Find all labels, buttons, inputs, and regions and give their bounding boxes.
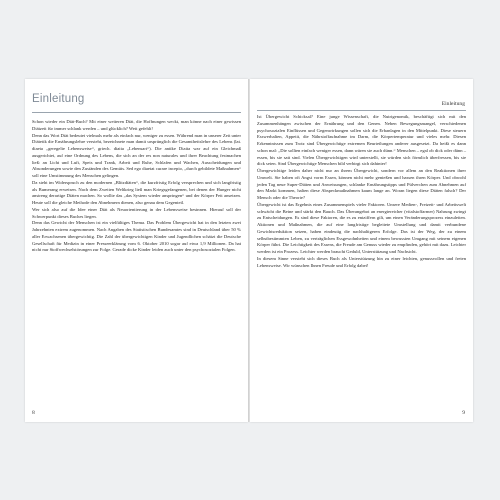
- left-body-text: [32, 119, 241, 254]
- left-page: [25, 79, 248, 422]
- paragraph: Ist Übergewicht Schicksal? Eine junge Wissenschaft, die Nutrigenomik, beschäftigt sich mit den Zusammenhängen zwischen der Ernährung und den Genen. Neben Bewegungsmangel, verschiedenen psychosozialen Einflüssen und Gegenwirkungen sollen sich die Erbanlagen in den Mittelpunkt. Diese steuern Esswerhalten, Appetit, die Nährstoffaufnahme im Darm, die Körpertemperatur und vieles mehr. Diesen Erkenntnissen zum Trotz sind Übergewichtige extremen Beurteilungen anderer ausgesetzt. Da heißt es dann schon mal: „Die sollten einfach weniger essen, dann wären sie auch dünn.“ Menschen – egal ob dick oder dünn – essen, bis sie satt sind. Vielen Übergewichtigen wird unterstellt, sie würden sich förmlich überfressen, bis sie dick seien. Sind Übergewichtige Menschen bild verbirgt sich dahinter!: [257, 114, 466, 167]
- right-page: [250, 79, 473, 422]
- paragraph: In diesem Sinne versteht sich dieses Buch als Unterstützung hin zu einer leichten, genussvollen und freien Lebensweise. Wir wünschen Ihnen Freude und Erfolg dabei!: [257, 255, 466, 268]
- header-rule: [257, 110, 466, 111]
- paragraph: Übergewicht ist das Ergebnis eines Zusammenspiels vieler Faktoren. Unsere Medien-, Freizeit- und Arbeitswelt schwächt die Beine und stärkt den Bauch. Das Überangebot an energiereicher (vitalstoffarmer) Nahrung zwingt zu Entscheidungen. Es sind diese Faktoren, die es zu entziffern gilt, um einen Veränderungsprozess einzuleiten. Aktionen und Maßnahmen, die auf eine langfristige begleitete Umstellung und damit verbundene Gewichtsreduktion setzen, haben eindeutig die nachhaltigeren Erfolge. Das ist der Weg, der zu einem selbstbestimmten Leben, zu verträglichen Essgewohnheiten und einem bewussten Umgang mit seinem eigenen Körper führt. Die Leichtigkeit des Essens, die Freude am Genuss wieder zu empfinden, gehört mit dazu. Leichter werden ist ein Prozess. Leichter werden braucht Geduld, Unterstützung und Nachsicht.: [257, 201, 466, 254]
- title-rule: [32, 112, 241, 113]
- paragraph: Denn das Wort Diät bedeutet vielmals mehr als einfach nur, weniger zu essen. Während man in unserer Zeit unter Diätetik die Ernährungslehre versteht, bezeichnete man damit ursprünglich die Gesamtheitslehre des Lebens (lat. diaeta „geregelte Lebensweise“, griech. diaita „Lebensart“). Die antike Diaita war auf ein Gleichmaß ausgerichtet, auf eine Ordnung des Lebens, die sich an der res non naturales und ihrer Beachtung festmachen ließ: an Licht und Luft, Speis und Trank, Arbeit und Ruhe, Schlafen und Wachen, Ausscheidungen und Absonderungen sowie den Zuständen des Gemüts. Sed ego diaetat curare incepio, „durch gebildete Maßnahmen“ soll eine Umstimmung des Menschen gelingen.: [32, 132, 241, 178]
- paragraph: Denn das Gewicht der Menschen ist ein vielfältiges Thema. Das Problem Übergewicht hat in den letzten zwei Jahrzehnten extrem zugenommen. Nach Angaben des Statistischen Bundesamtes sind in Deutschland über 50 % aller Erwachsenen übergewichtig. Die Zahl der übergewichtigen Kinder und Jugendlichen schätzt die Deutsche Gesellschaft für Medizin in einer Presseerklärung vom 6. Oktober 2010 sogar auf etwa 1,9 Millionen. Da hat nicht nur Stoffwechselstörungen zur Folge. Gerade dicke Kinder leiden auch unter den psychosozialen Folgen.: [32, 220, 241, 253]
- paragraph: Wer sich also auf die Idee einer Diät als Neuorientierung in der Lebensweise besinnen. Hierauf soll der Schwerpunkt dieses Buches liegen.: [32, 206, 241, 219]
- paragraph: Schon wieder ein Diät-Buch? Mit einer weiteren Diät, die Hoffnungen weckt, man könne nach einer gewissen Diätzeit für immer schlank werden – und glücklich? Weit gefehlt!: [32, 119, 241, 131]
- page-number: 9: [462, 410, 465, 416]
- running-head: Einleitung: [441, 101, 465, 107]
- right-body-text: [257, 114, 466, 269]
- chapter-title: Einleitung: [32, 93, 85, 105]
- page-number: 8: [32, 410, 35, 416]
- paragraph: Da steht im Widerspruch zu den modernen „Blitzdiäten“, die kurzfristig Erfolg versprechen und sich langfristig als Bumerang erweisen. Nach dem Zweiten Weltkrieg ließ man Kriegsgefangenen, bei denen der Hunger nicht anstreng derartige Diäten machen. So wollte das „das System wieder anspringen“ und der Körper Fett ansetzen. Heute soll die gleiche Methode den Abnehmern dienen, also genau dem Gegenteil.: [32, 179, 241, 205]
- paragraph: Übergewichtige leiden daher nicht nur an ihrem Übergewicht, sondern vor allem an den Reaktionen ihrer Umwelt. Sie haben oft Angst vorm Essen, können nicht mehr genießen und hassen ihren Körper. Und obwohl jeden Tag neue Super-Diäten und Anweisungen, schlanke Ernährungstipps und Pülverchen zum Abnehmen auf den Markt kommen, halten diese Abspeckmaßnahmen kaum lange an. Woran liegen diese Diäten falsch? Der Mensch oder die Theorie?: [257, 168, 466, 200]
